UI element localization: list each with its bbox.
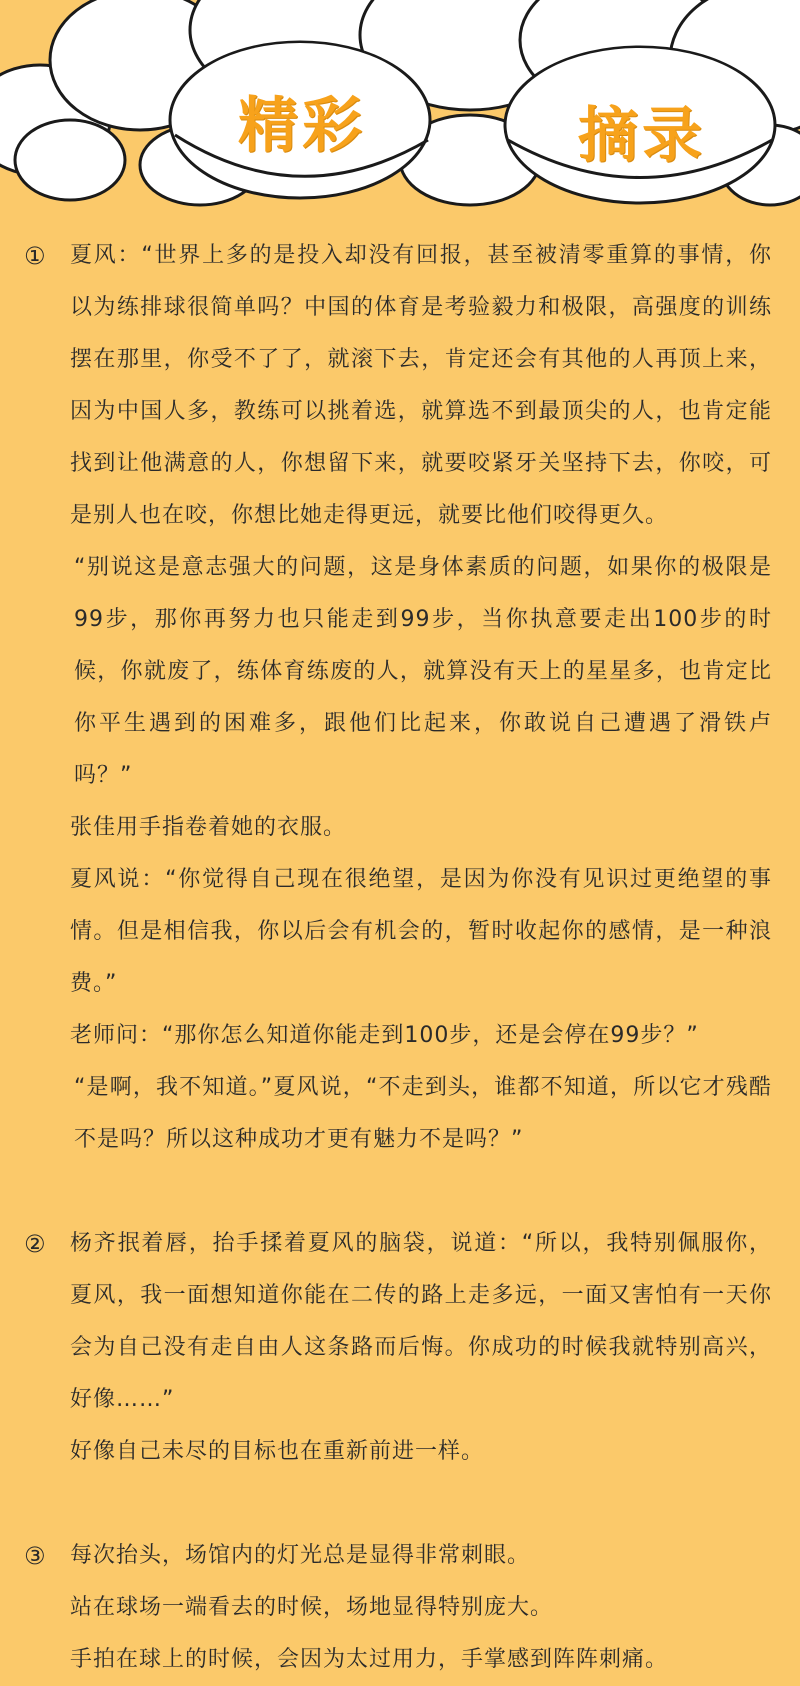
title-right: 摘录 xyxy=(578,101,706,171)
excerpt-list xyxy=(0,230,800,1686)
header-banner xyxy=(0,0,800,240)
excerpt-1 xyxy=(0,230,800,1166)
excerpt-paragraph: 好像自己未尽的目标也在重新前进一样。 xyxy=(70,1439,485,1464)
excerpt-paragraph: 夏风：“世界上多的是投入却没有回报，甚至被清零重算的事情，你以为练排球很简单吗？中国的体育是考验毅力和极限，高强度的训练摆在那里，你受不了了，就滚下去，肯定还会有其他的人再顶上来，因为中国人多，教练可以挑着选，就算选不到最顶尖的人，也肯定能找到让他满意的人，你想留下来，就要咬紧牙关坚持下去，你咬，可是别人也在咬，你想比她走得更远，就要比他们咬得更久。 xyxy=(70,243,772,528)
spacer xyxy=(0,1478,800,1530)
excerpt-3 xyxy=(0,1530,800,1686)
excerpt-paragraph: “是啊，我不知道。”夏风说，“不走到头，谁都不知道，所以它才残酷不是吗？所以这种成功才更有魅力不是吗？” xyxy=(74,1075,772,1152)
excerpt-paragraph: 每次抬头，场馆内的灯光总是显得非常刺眼。 xyxy=(70,1543,531,1568)
excerpt-paragraph: 手拍在球上的时候，会因为太过用力，手掌感到阵阵刺痛。 xyxy=(70,1647,669,1672)
excerpt-2 xyxy=(0,1218,800,1478)
title-left: 精彩 xyxy=(238,91,366,161)
excerpt-number: ③ xyxy=(24,1542,46,1570)
excerpt-paragraph: 站在球场一端看去的时候，场地显得特别庞大。 xyxy=(70,1595,554,1620)
excerpt-number: ② xyxy=(24,1230,46,1258)
excerpt-paragraph: 杨齐抿着唇，抬手揉着夏风的脑袋，说道：“所以，我特别佩服你，夏风，我一面想知道你能在二传的路上走多远，一面又害怕有一天你会为自己没有走自由人这条路而后悔。你成功的时候我就特别高兴，好像……” xyxy=(70,1231,772,1412)
spacer xyxy=(0,1166,800,1218)
excerpt-paragraph: 老师问：“那你怎么知道你能走到100步，还是会停在99步？” xyxy=(70,1023,699,1048)
excerpt-paragraph: 张佳用手指卷着她的衣服。 xyxy=(70,815,347,840)
excerpt-paragraph: 夏风说：“你觉得自己现在很绝望，是因为你没有见识过更绝望的事情。但是相信我，你以后会有机会的，暂时收起你的感情，是一种浪费。” xyxy=(70,867,772,996)
excerpt-number: ① xyxy=(24,242,46,270)
excerpt-paragraph: “别说这是意志强大的问题，这是身体素质的问题，如果你的极限是99步，那你再努力也只能走到99步，当你执意要走出100步的时候，你就废了，练体育练废的人，就算没有天上的星星多，也肯定比你平生遇到的困难多，跟他们比起来，你敢说自己遭遇了滑铁卢吗？” xyxy=(74,555,772,788)
